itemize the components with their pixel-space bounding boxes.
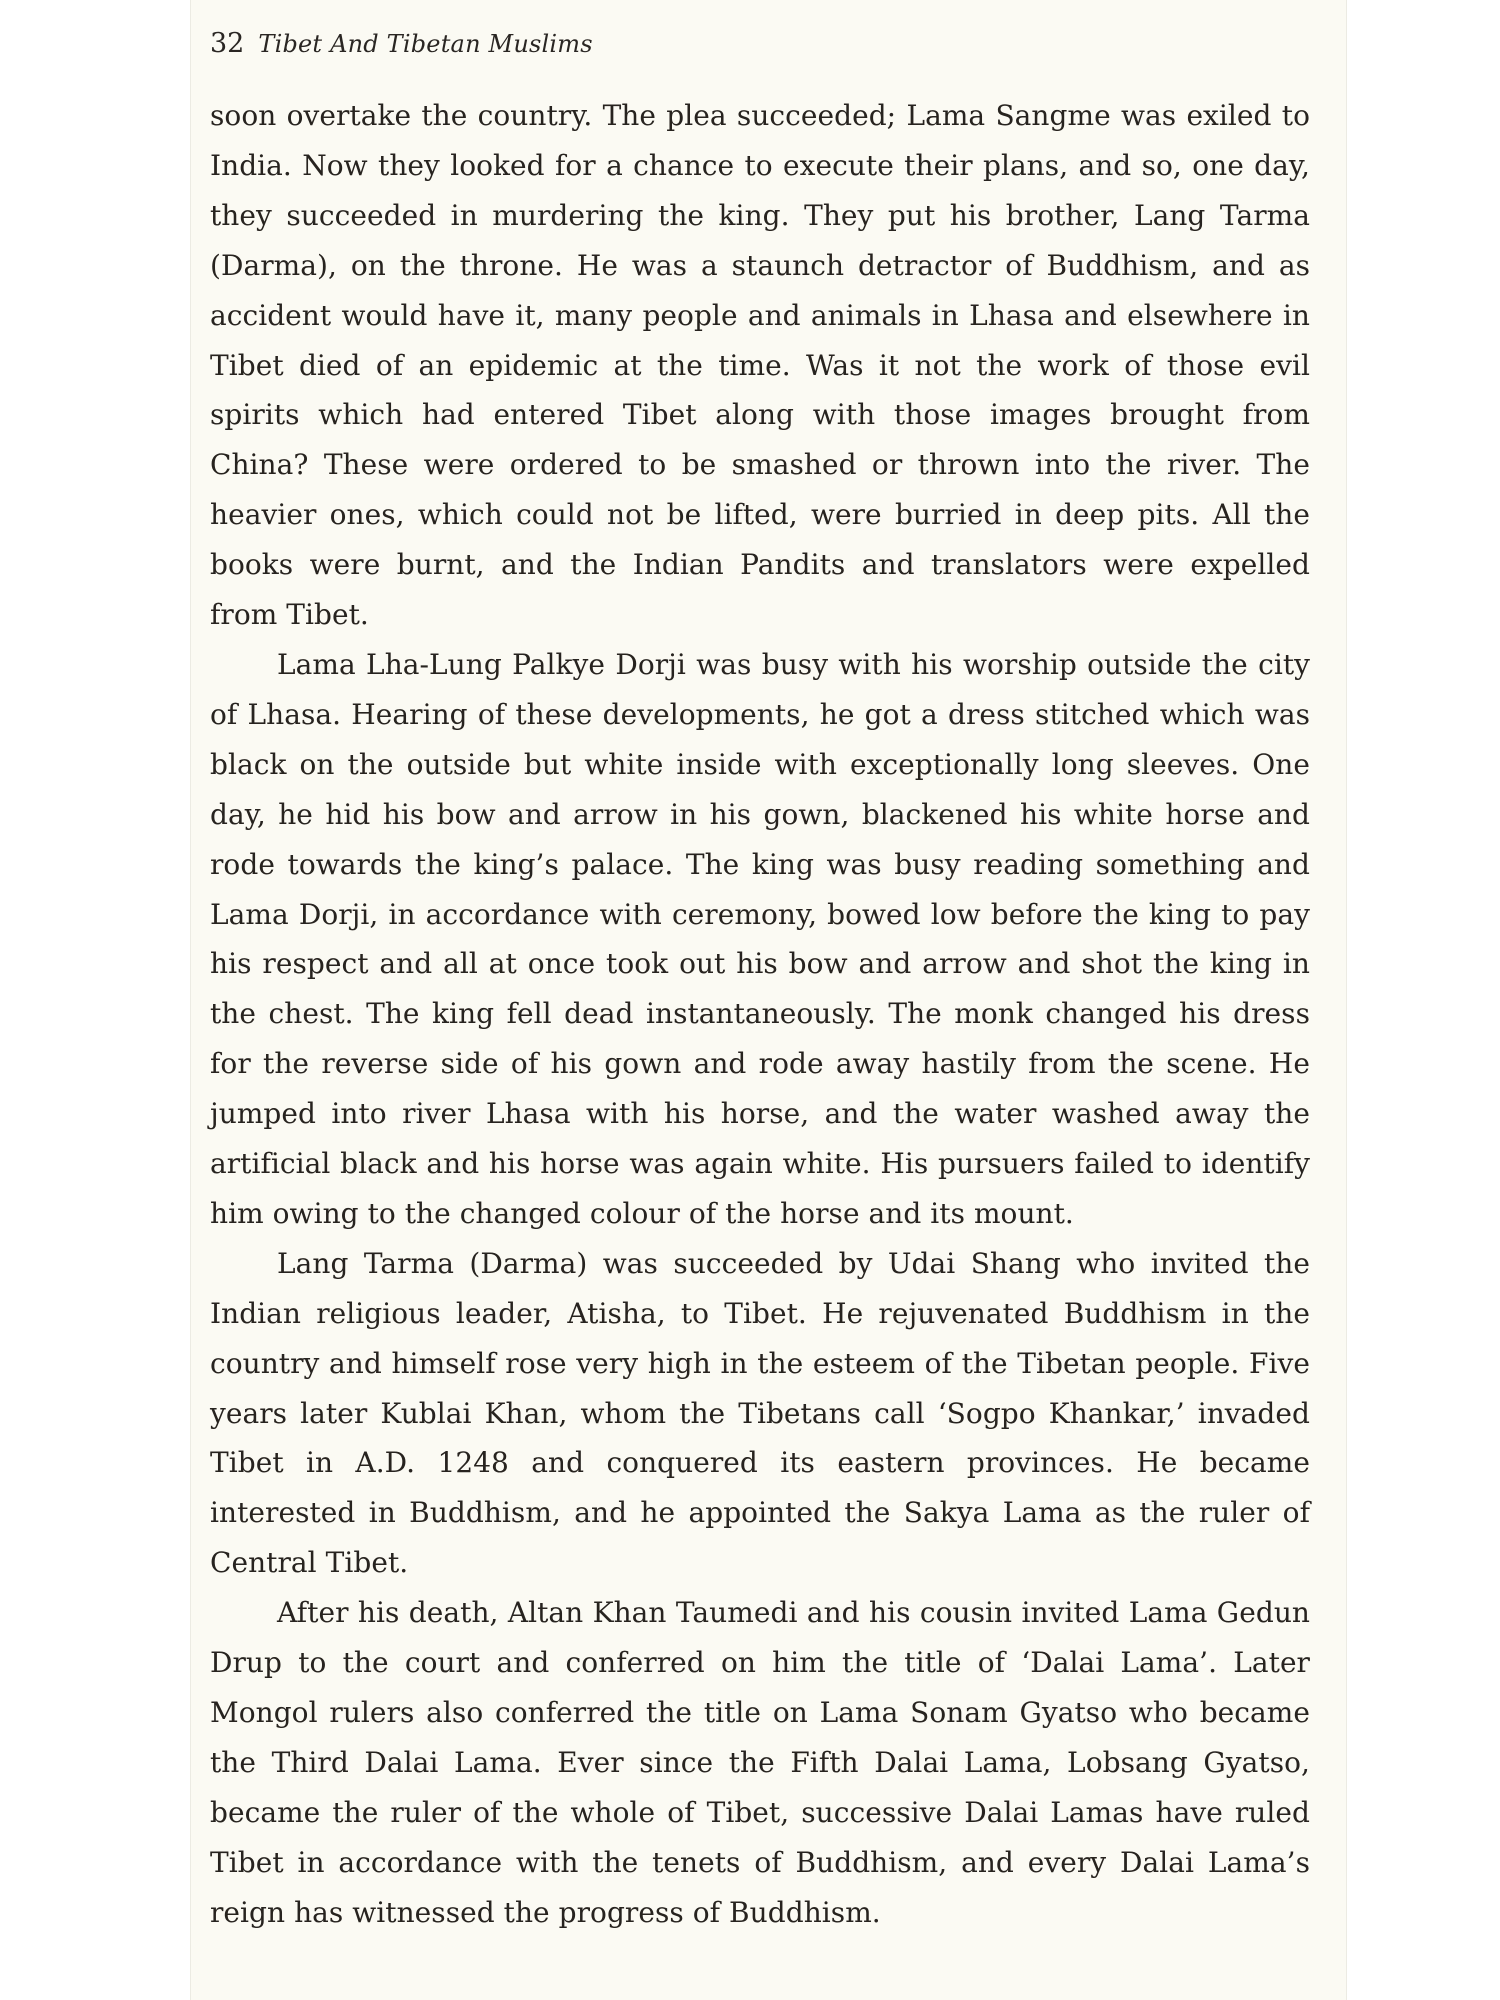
paragraph-udai-shang: Lang Tarma (Darma) was succeeded by Udai Shang who invited the Indian religious leader, Atisha, to Tibet. He rejuvenated Buddhism in the country and himself rose very high in the esteem of the Tibetan people. Five years later Kublai Khan, whom the Tibetans call ‘Sogpo Khankar,’ invaded Tibet in A.D. 1248 and conquered its eastern provinces. He became interested in Buddhism, and he appointed the Sakya Lama as the ruler of Central Tibet. [210, 1246, 1310, 1580]
paragraph-lama-dorji: Lama Lha-Lung Palkye Dorji was busy with his worship outside the city of Lhasa. Hearing of these developments, he got a dress stitched which was black on the outside but white inside with exceptionally long sleeves. One day, he hid his bow and arrow in his gown, blackened his white horse and rode towards the king’s palace. The king was busy reading something and Lama Dorji, in accordance with ceremony, bowed low before the king to pay his respect and all at once took out his bow and arrow and shot the king in the chest. The king fell dead instantaneously. The monk changed his dress for the reverse side of his gown and rode away hastily from the scene. He jumped into river Lhasa with his horse, and the water washed away the artificial black and his horse was again white. His pursuers failed to identify him owing to the changed colour of the horse and its mount. [210, 647, 1310, 1230]
body-text [210, 91, 1310, 1938]
paragraph-continuation: soon overtake the country. The plea succeeded; Lama Sangme was exiled to India. Now they looked for a chance to execute their plans, and so, one day, they succeeded in murdering the king. They put his brother, Lang Tarma (Darma), on the throne. He was a staunch detractor of Buddhism, and as accident would have it, many people and animals in Lhasa and elsewhere in Tibet died of an epidemic at the time. Was it not the work of those evil spirits which had entered Tibet along with those images brought from China? These were ordered to be smashed or thrown into the river. The heavier ones, which could not be lifted, were burried in deep pits. All the books were burnt, and the Indian Pandits and translators were expelled from Tibet. [210, 99, 1310, 632]
paragraph-dalai-lama-title: After his death, Altan Khan Taumedi and his cousin invited Lama Gedun Drup to the court and conferred on him the title of ‘Dalai Lama’. Later Mongol rulers also conferred the title on Lama Sonam Gyatso who became the Third Dalai Lama. Ever since the Fifth Dalai Lama, Lobsang Gyatso, became the ruler of the whole of Tibet, successive Dalai Lamas have ruled Tibet in accordance with the tenets of Buddhism, and every Dalai Lama’s reign has witnessed the progress of Buddhism. [210, 1596, 1310, 1929]
running-title: Tibet And Tibetan Muslims [258, 30, 593, 58]
page-number: 32 [210, 28, 245, 59]
running-header [210, 28, 593, 59]
